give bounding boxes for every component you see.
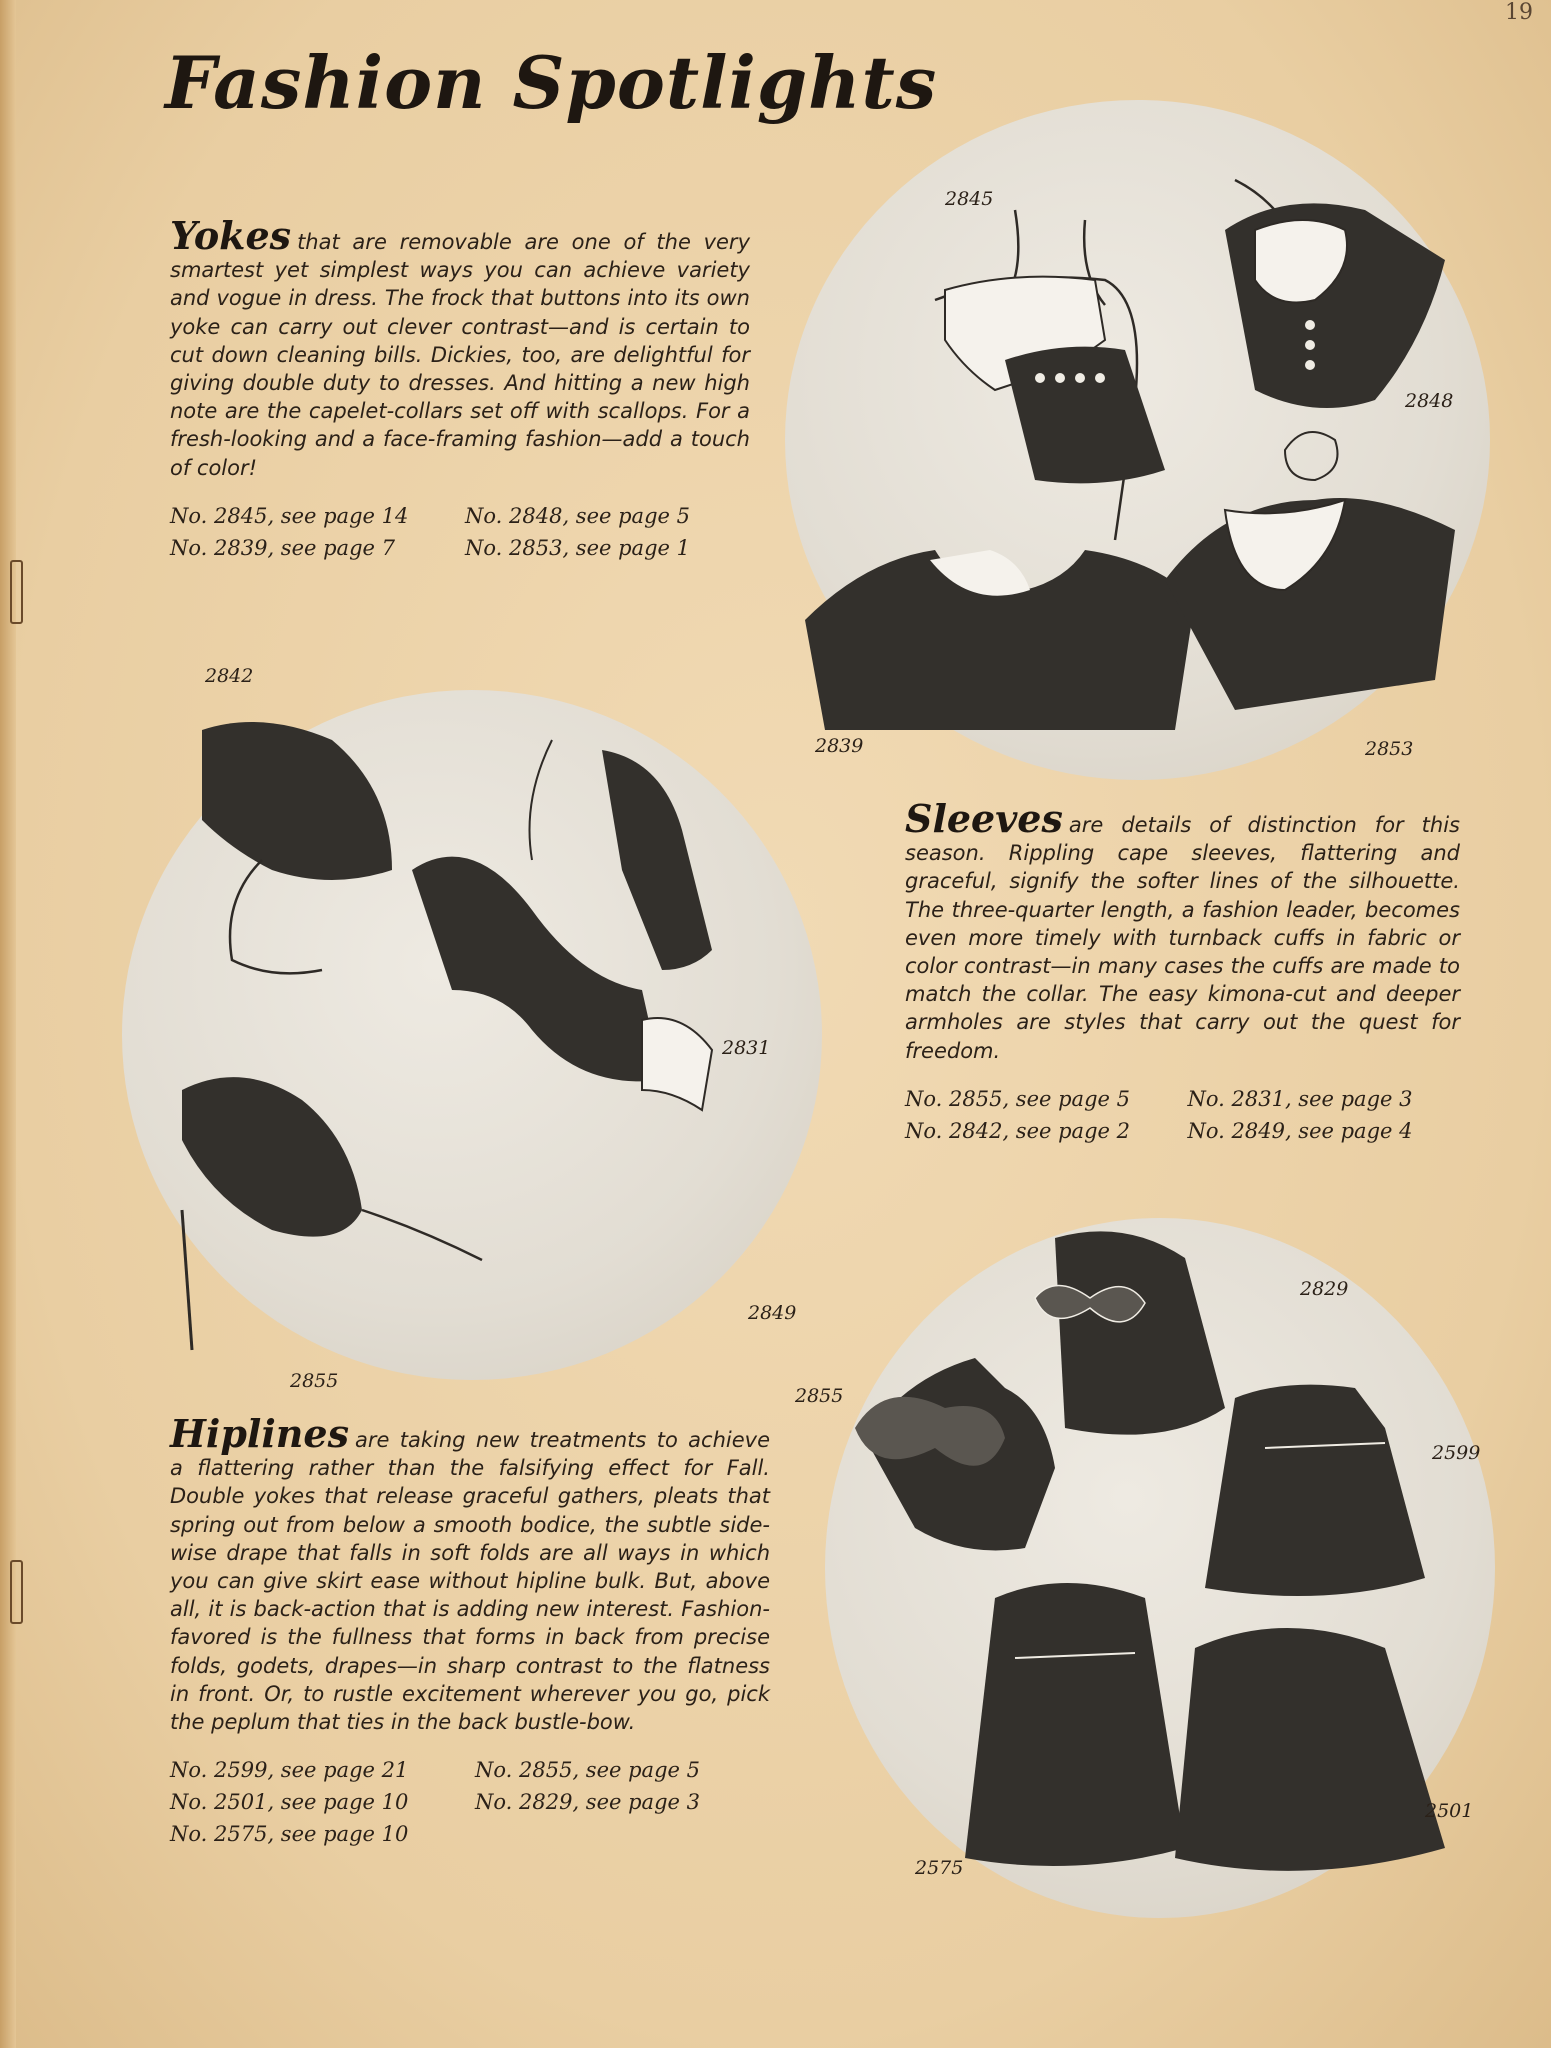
figure-label: 2829 bbox=[1300, 1278, 1349, 1300]
hiplines-section bbox=[170, 1411, 770, 1847]
sleeves-heading: Sleeves bbox=[905, 796, 1063, 841]
hiplines-pattern-refs bbox=[170, 1758, 770, 1846]
hiplines-text: are taking new treatments to achieve a flattering rather than the falsifying effect for Fall. Double yokes that release graceful gathers, pleats that spring out from below a smooth bodice, the subtle side-wise drape that falls in soft folds are all ways in which you can give skirt ease without hipline bulk. But, above all, it is back-action that is adding new interest. Fashion-favored is the fullness that forms in back from precise folds, godets, drapes—in sharp contrast to the flatness in front. Or, to rustle excitement wherever you go, pick the peplum that ties in the back bustle-bow. bbox=[170, 1428, 770, 1735]
pattern-ref: No. 2829, see page 3 bbox=[475, 1790, 700, 1815]
hiplines-heading: Hiplines bbox=[170, 1411, 349, 1456]
pattern-ref: No. 2575, see page 10 bbox=[170, 1822, 409, 1847]
figure-label: 2855 bbox=[795, 1385, 844, 1407]
hiplines-paragraph bbox=[170, 1411, 770, 1736]
sleeves-illustration bbox=[122, 690, 822, 1380]
sleeves-pattern-refs bbox=[905, 1087, 1460, 1143]
yokes-heading: Yokes bbox=[170, 213, 292, 258]
figure-label: 2839 bbox=[815, 735, 864, 757]
figure-label: 2845 bbox=[945, 188, 994, 210]
yokes-illustration bbox=[785, 100, 1490, 780]
figure-label: 2842 bbox=[205, 665, 254, 687]
page-spine bbox=[0, 0, 16, 2048]
pattern-ref: No. 2855, see page 5 bbox=[475, 1758, 700, 1783]
pattern-ref: No. 2855, see page 5 bbox=[905, 1086, 1130, 1111]
hiplines-drawing bbox=[825, 1218, 1495, 1918]
figure-label: 2853 bbox=[1365, 738, 1414, 760]
pattern-ref: No. 2831, see page 3 bbox=[1187, 1086, 1413, 1111]
hiplines-illustration bbox=[825, 1218, 1495, 1918]
binding-staple bbox=[10, 1560, 23, 1624]
pattern-ref: No. 2849, see page 4 bbox=[1187, 1118, 1413, 1143]
sleeves-paragraph bbox=[905, 796, 1460, 1065]
sleeves-section bbox=[905, 796, 1460, 1143]
pattern-ref: No. 2501, see page 10 bbox=[170, 1790, 409, 1815]
yokes-pattern-refs bbox=[170, 504, 750, 560]
pattern-ref: No. 2845, see page 14 bbox=[170, 503, 409, 528]
figure-label: 2848 bbox=[1405, 390, 1454, 412]
pattern-ref: No. 2848, see page 5 bbox=[465, 503, 690, 528]
figure-label: 2501 bbox=[1425, 1800, 1474, 1822]
pattern-ref: No. 2842, see page 2 bbox=[905, 1118, 1130, 1143]
yokes-text: that are removable are one of the very smartest yet simplest ways you can achieve variety and vogue in dress. The frock that buttons into its own yoke can carry out clever contrast—and is certain to cut down cleaning bills. Dickies, too, are delightful for giving double duty to dresses. And hitting a new high note are the capelet-collars set off with scallops. For a fresh-looking and a face-framing fashion—add a touch of color! bbox=[170, 230, 750, 480]
yokes-drawing bbox=[785, 100, 1490, 780]
pattern-ref: No. 2599, see page 21 bbox=[170, 1758, 409, 1783]
binding-staple bbox=[10, 560, 23, 624]
pattern-ref: No. 2839, see page 7 bbox=[170, 535, 395, 560]
sleeves-text: are details of distinction for this season. Rippling cape sleeves, flattering and graceful, signify the softer lines of the silhouette. The three-quarter length, a fashion leader, becomes even more timely with turnback cuffs in fabric or color contrast—in many cases the cuffs are made to match the collar. The easy kimona-cut and deeper armholes are styles that carry out the quest for freedom. bbox=[905, 813, 1460, 1063]
page-number: 19 bbox=[1505, 0, 1533, 25]
figure-label: 2599 bbox=[1432, 1442, 1481, 1464]
sleeves-drawing bbox=[122, 690, 822, 1380]
pattern-ref: No. 2853, see page 1 bbox=[465, 535, 690, 560]
page-title: Fashion Spotlights bbox=[165, 40, 938, 125]
figure-label: 2575 bbox=[915, 1857, 964, 1879]
yokes-paragraph bbox=[170, 213, 750, 482]
yokes-section bbox=[170, 213, 750, 560]
figure-label: 2831 bbox=[722, 1037, 771, 1059]
figure-label: 2849 bbox=[748, 1302, 797, 1324]
figure-label: 2855 bbox=[290, 1370, 339, 1392]
